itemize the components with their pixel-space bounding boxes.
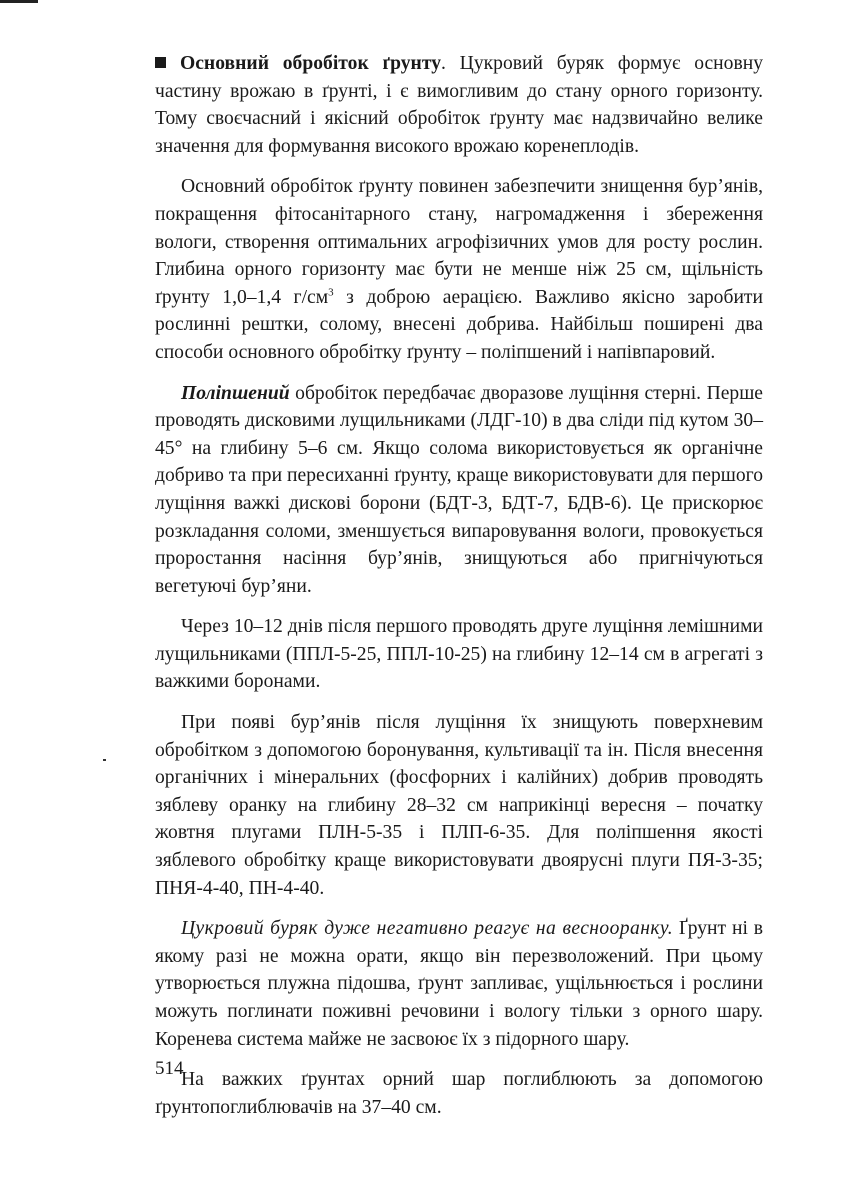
- paragraph-weeds: При появі бур’янів після лущіння їх знищують поверхневим обробітком з допомогою боронування, культивації та ін. Після внесення органічних і мінеральних (фосфорних і калійних) добрив проводять зяблеву оранку на глибину 28–32 см наприкінці вересня – початку жовтня плугами ПЛН-5-35 і ПЛП-6-35. Для поліпшення якості зяблевого обробітку краще використовувати двоярусні плуги ПЯ-3-35; ПНЯ-4-40, ПН-4-40.: [155, 712, 763, 899]
- paragraph-requirements: Основний обробіток ґрунту повинен забезпечити знищення бур’янів, покращення фітосанітарного стану, нагромадження і збереження вологи, створення оптимальних агрофізичних умов для росту рослин. Глибина орного горизонту має бути не менше ніж 25 см, щільність ґрунту 1,0–1,4 $г/см^3$ з доброю аерацією. Важливо якісно заробити рослинні рештки, солому, внесені добрива. Найбільш поширені два способи основного обробітку ґрунту – поліпшений і напівпаровий.: [155, 176, 763, 363]
- scan-speck: [103, 759, 106, 761]
- italic-statement: Цукровий буряк дуже негативно реагує на веснооранку.: [181, 918, 674, 940]
- paragraph-spring-plowing: Цукровий буряк дуже негативно реагує на веснооранку. Ґрунт ні в якому разі не можна орати, якщо він перезволожений. При цьому утворюється плужна підошва, ґрунт запливає, ущільнюється і рослини можуть поглинати поживні речовини і вологу тільки з орного шару. Коренева система майже не засвоює їх з підорного шару.: [155, 918, 763, 1050]
- paragraph-heavy-soils: На важких ґрунтах орний шар поглиблюють за допомогою ґрунтопоглиблювачів на 37–40 см.: [155, 1069, 763, 1118]
- square-bullet-icon: [155, 57, 166, 68]
- scan-corner-mark: [0, 0, 38, 3]
- page-body: [155, 50, 763, 1134]
- paragraph-main-tillage: Основний обробіток ґрунту. Цукровий буряк формує основну частину врожаю в ґрунті, і є вимогливим до стану орного горизонту. Тому своєчасний і якісний обробіток ґрунту має надзвичайно велике значення для формування високого врожаю коренеплодів.: [155, 53, 763, 157]
- section-heading: Основний обробіток ґрунту: [180, 53, 442, 74]
- page-number: 514: [155, 1058, 184, 1079]
- paragraph-second-peeling: Через 10–12 днів після першого проводять друге лущіння лемішними лущильниками (ППЛ-5-25, ППЛ-10-25) на глибину 12–14 см в агрегаті з важкими боронами.: [155, 616, 763, 693]
- term-improved: Поліпшений: [181, 382, 290, 404]
- paragraph-improved-tillage: Поліпшений обробіток передбачає дворазове лущіння стерні. Перше проводять дисковими лущильниками (ЛДГ-10) в два сліди під кутом 30–45° на глибину 5–6 см. Якщо солома використовується як органічне добриво та при пересиханні ґрунту, краще використовувати для першого лущіння важкі дискові борони (БДТ-3, БДТ-7, БДВ-6). Це прискорює розкладання соломи, зменшується випаровування вологи, провокується проростання насіння бур’янів, знищуються або пригнічуються вегетуючі бур’яни.: [155, 382, 763, 597]
